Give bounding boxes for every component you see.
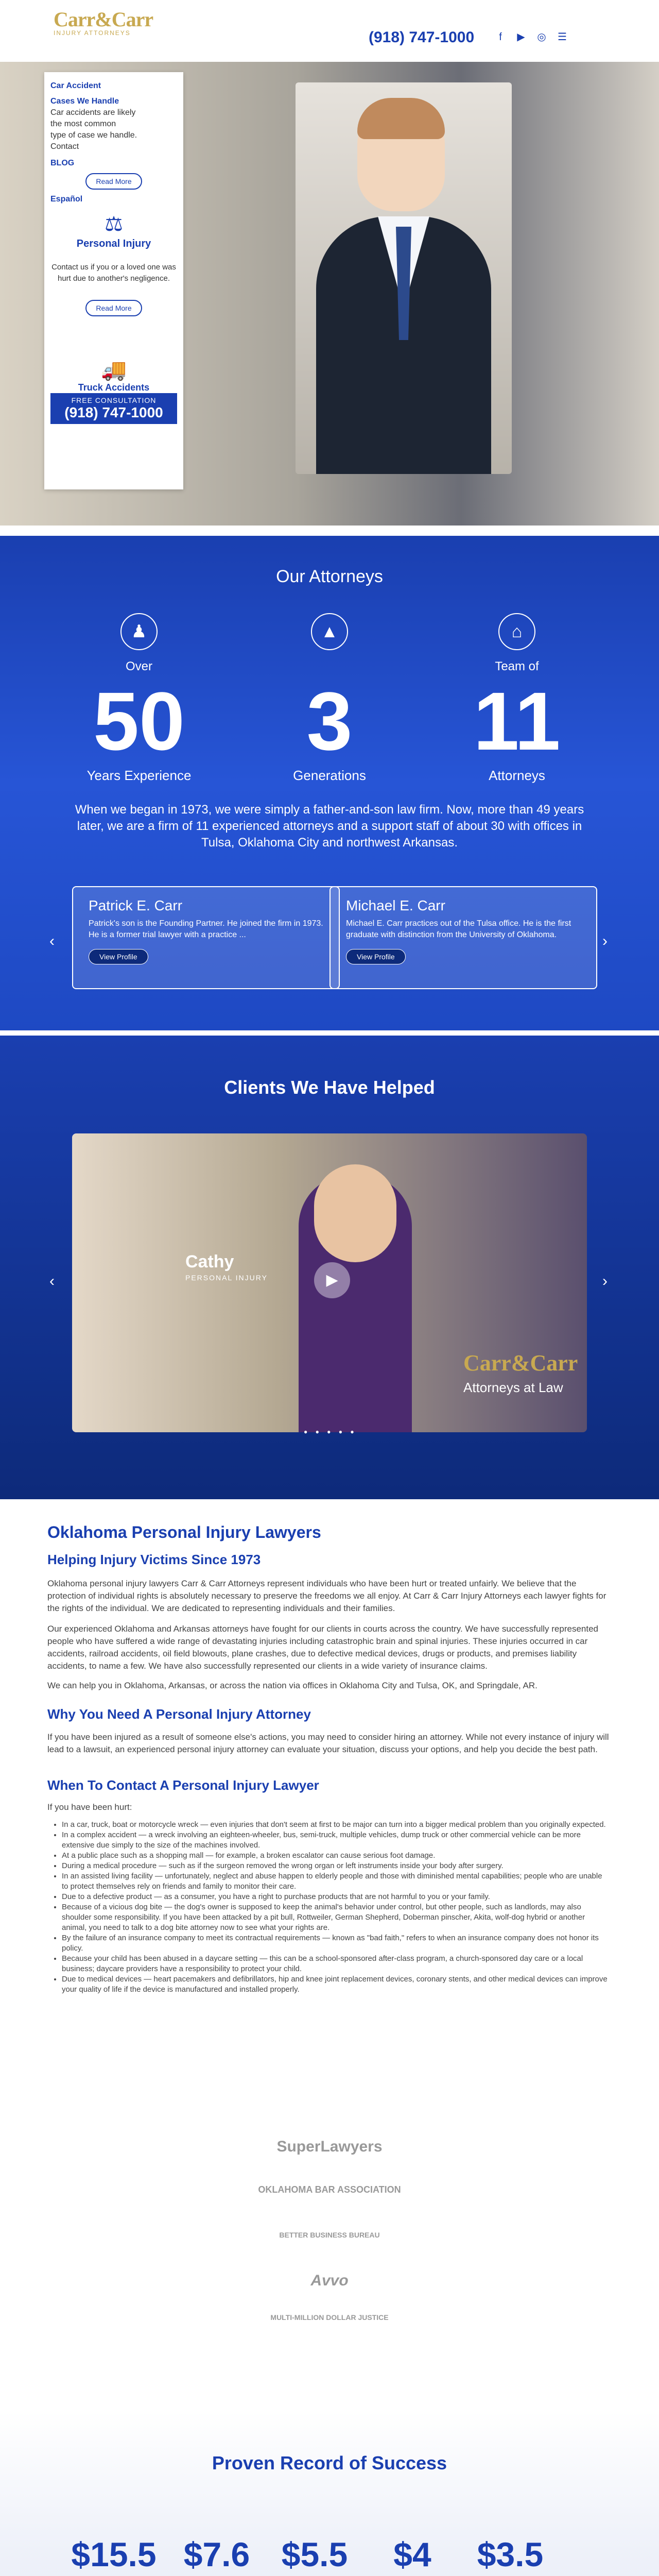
attorney-photo [296,82,512,474]
attorney-bio: Michael E. Carr practices out of the Tulsa office. He is the first graduate with distinction from the University of Oklahoma. [346,919,571,939]
cases-heading: Cases We Handle [50,97,119,106]
read-more-button-2[interactable]: Read More [85,300,142,316]
list-item: • At a public place such as a shopping mall — for example, a broken escalator can cause serious foot damage. [62,1851,608,1861]
view-profile-button[interactable]: View Profile [89,949,148,964]
video-prev-icon[interactable]: ‹ [49,1273,55,1290]
site-logo[interactable] [54,7,153,37]
video-dots[interactable]: ● ● ● ● ● [304,1428,357,1435]
youtube-icon[interactable]: ▶ [517,31,525,43]
logo-text: Carr&Carr [54,8,153,31]
result-amount: $4 [393,2535,431,2573]
stat-bottom-label: Years Experience [86,768,192,783]
hero-card-line: type of case we handle. [50,131,137,140]
list-item: • During a medical procedure — such as if the surgeon removed the wrong organ or left instruments inside your body after surgery. [62,1861,608,1871]
instagram-icon[interactable]: ◎ [537,31,546,43]
superlawyers-logo: SuperLawyers [276,2138,383,2155]
bbb-logo: BETTER BUSINESS BUREAU [279,2231,380,2239]
paragraph: We can help you in Oklahoma, Arkansas, or across the nation via offices in Oklahoma City and Tulsa, OK, and Springdale, AR. [47,1681,537,1690]
attorneys-blurb: When we began in 1973, we were simply a father-and-son law firm. Now, more than 49 years later, we are a firm of 11 experienced attorneys and a support staff of about 30 with offices in Tulsa, Oklahoma City and northwest Arkansas. [75,803,584,850]
logo-subtext: INJURY ATTORNEYS [54,29,131,37]
list-item: • Due to medical devices — heart pacemakers and defibrillators, hip and knee joint replacement devices, coronary stents, and other medical devices can improve your quality of life if the device is manufactured and installed properly. [62,1974,608,1995]
personal-injury-title: Personal Injury [76,238,151,249]
columns-icon: ⌂ [498,613,535,650]
paragraph: Our experienced Oklahoma and Arkansas attorneys have fought for our clients in courts across the country. We have successfully represented people who have suffered a wide range of devastating injuries including catastrophic brain and spinal injuries. These injuries occurred in car accidents, railroad accidents, oil field blowouts, plane crashes, due to defective medical devices, drugs or products, and premises liability accidents, to name a few. We have also successfully represented our clients in a wide variety of insurance claims. [47,1624,598,1671]
espanol-link[interactable]: Español [50,195,83,204]
section-heading: Why You Need A Personal Injury Attorney [47,1706,311,1722]
attorney-name: Patrick E. Carr [89,897,183,913]
list-item: • Because of a vicious dog bite — the dog's owner is supposed to keep the animal's behavior under control, but other people, such as landlords, may also shoulder some responsibility. If you have been attacked by a pit bull, Rottweiler, German Shepherd, Doberman pinscher, Akita, wolf-dog hybrid or another animal, you need to talk to a dog bite attorney now to see what your rights are. [62,1902,608,1933]
hero-contact-link[interactable]: Contact [50,142,79,151]
section-heading: Helping Injury Victims Since 1973 [47,1552,261,1567]
list-item: • In an assisted living facility — unfortunately, neglect and abuse happen to elderly people and those with diminished mental capabilities; people who are unable to protect themselves rely on friends and family to monitor their care. [62,1871,608,1892]
list-item: • Due to a defective product — as a consumer, you have a right to purchase products that are not harmful to you or your family. [62,1892,608,1902]
truck-icon: 🚚 [101,359,127,381]
person-icon: ♟ [120,613,158,650]
stat-number: 3 [306,675,353,767]
hero-card-title: Car Accident [50,81,101,90]
hero-sidebar-card [44,72,183,489]
results-title: Proven Record of Success [212,2452,447,2473]
read-more-button[interactable]: Read More [85,173,142,190]
stat-bottom-label: Attorneys [489,768,545,783]
carousel-prev-icon[interactable]: ‹ [49,933,55,950]
stat-number: 50 [93,675,185,767]
attorney-name: Michael E. Carr [346,897,445,913]
stat-bottom-label: Generations [293,768,366,783]
result-amount: $15.5 [71,2535,157,2573]
facebook-icon[interactable]: f [499,31,502,43]
client-name: Cathy [185,1252,234,1272]
paragraph: If you have been injured as a result of someone else's actions, you may need to consider hiring an attorney. While not every instance of injury will lead to a lawsuit, an experienced personal injury attorney can evaluate your situation, discuss your options, and help you decide the best path. [47,1732,609,1754]
result-amount: $5.5 [281,2535,348,2573]
stat-top-label: Over [125,659,152,673]
attorney-card [330,886,597,989]
carousel-next-icon[interactable]: › [602,933,608,950]
stat-number: 11 [473,675,561,767]
video-brand: Carr&Carr [463,1350,578,1376]
truck-accidents-title: Truck Accidents [78,382,150,393]
hero-card-line: the most common [50,120,116,128]
list-item: • In a complex accident — a wreck involving an eighteen-wheeler, bus, semi-truck, multiple vehicles, dump truck or other commercial vehicle can be more extensive due simply to the size of the machines involved. [62,1830,608,1851]
result-amount: $3.5 [477,2535,544,2573]
free-consultation-label: FREE CONSULTATION [71,396,157,404]
injury-list [62,1820,608,1995]
section-heading: When To Contact A Personal Injury Lawyer [47,1777,319,1793]
hero-card-line: Car accidents are likely [50,108,136,117]
result-amount: $7.6 [183,2535,250,2573]
attorneys-title: Our Attorneys [276,567,383,586]
client-face [314,1164,396,1262]
video-brand-sub: Attorneys at Law [463,1380,563,1395]
paragraph: Oklahoma personal injury lawyers Carr & Carr Attorneys represent individuals who have been hurt or treated unfairly. We believe that the protection of individual rights is absolutely necessary to preserve the freedoms we all enjoy. At Carr & Carr Injury Attorneys each lawyer fights for the rights of the individual. We are dedicated to representing individuals and their families. [47,1579,606,1613]
attorney-card [72,886,340,989]
free-consultation-banner[interactable] [50,393,177,424]
avvo-logo: Avvo [310,2272,349,2289]
list-item: • Because your child has been abused in a daycare setting — this can be a school-sponsored after-class program, a church-sponsored day care or a local business; daycare providers have a responsibility to protect your child. [62,1954,608,1974]
blog-link[interactable]: BLOG [50,159,75,167]
view-profile-button[interactable]: View Profile [346,949,406,964]
client-case-type: PERSONAL INJURY [185,1274,268,1282]
scales-icon: ⚖ [105,213,123,235]
pyramid-icon: ▲ [311,613,348,650]
play-icon[interactable]: ▶ [314,1262,350,1298]
header-phone-link[interactable]: (918) 747-1000 [369,29,475,46]
page-title: Oklahoma Personal Injury Lawyers [47,1523,321,1541]
video-next-icon[interactable]: › [602,1273,608,1290]
menu-icon[interactable]: ☰ [558,31,567,43]
clients-title: Clients We Have Helped [224,1077,435,1098]
consultation-phone: (918) 747-1000 [64,404,163,420]
justice-logo: MULTI-MILLION DOLLAR JUSTICE [270,2313,389,2321]
personal-injury-text: Contact us if you or a loved one was hurt due to another's negligence. [51,263,176,283]
list-item: • In a car, truck, boat or motorcycle wreck — even injuries that don't seem at first to be major can turn into a bigger medical problem than you originally expected. [62,1820,608,1830]
client-video[interactable] [72,1133,587,1432]
stat-top-label: Team of [495,659,539,673]
oklahoma-bar-logo: OKLAHOMA BAR ASSOCIATION [258,2184,401,2195]
list-item: • By the failure of an insurance company to meet its contractual requirements — known as "bad faith," refers to when an insurance company does not honor its policy. [62,1933,608,1954]
paragraph: If you have been hurt: [47,1802,132,1812]
attorney-bio: Patrick's son is the Founding Partner. He joined the firm in 1973. He is a former trial lawyer with a practice ... [89,919,323,939]
